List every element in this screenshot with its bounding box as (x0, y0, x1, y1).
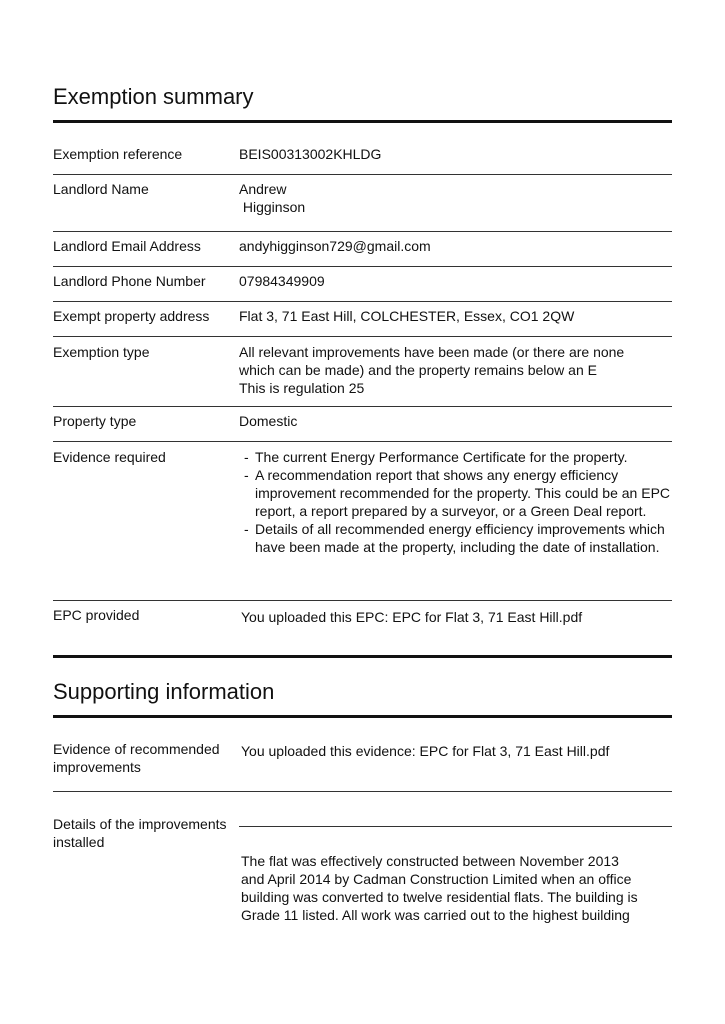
row-value (239, 343, 672, 397)
row-divider (53, 441, 672, 442)
row-value: You uploaded this evidence: EPC for Flat 3, 71 East Hill.pdf (241, 743, 610, 759)
row-label: Exempt property address (53, 308, 210, 324)
row-value: Domestic (239, 413, 298, 429)
value-rule (239, 826, 672, 827)
row-value: andyhigginson729@gmail.com (239, 238, 431, 254)
heading-rule (53, 120, 672, 123)
value-line: and April 2014 by Cadman Construction Limited when an office (241, 871, 632, 887)
value-line: All relevant improvements have been made (or there are none (239, 344, 625, 360)
section-rule (53, 655, 672, 658)
row-value: You uploaded this EPC: EPC for Flat 3, 71 East Hill.pdf (241, 609, 583, 625)
row-label: Landlord Name (53, 181, 149, 197)
evidence-list (239, 448, 672, 556)
row-divider (53, 336, 672, 337)
row-label: Evidence required (53, 449, 166, 465)
label-line: improvements (53, 759, 141, 775)
row-label: Exemption type (53, 344, 150, 360)
list-item: - Details of all recommended energy efficiency improvements which have been made at the property, including the date of installation. (239, 520, 672, 556)
row-label (53, 815, 235, 851)
row-label (53, 740, 235, 776)
row-divider (53, 791, 672, 792)
row-value: Flat 3, 71 East Hill, COLCHESTER, Essex, CO1 2QW (239, 308, 575, 324)
row-divider (53, 406, 672, 407)
value-line: which can be made) and the property remains below an E (239, 362, 597, 378)
row-divider (53, 266, 672, 267)
value-line: This is regulation 25 (239, 380, 365, 396)
label-line: Details of the improvements (53, 816, 227, 832)
value-line: building was converted to twelve residential flats. The building is (241, 889, 638, 905)
label-line: installed (53, 834, 105, 850)
supporting-information-heading: Supporting information (53, 679, 275, 704)
row-label: EPC provided (53, 607, 140, 623)
row-label: Landlord Phone Number (53, 273, 206, 289)
value-line: The flat was effectively constructed between November 2013 (241, 853, 619, 869)
label-line: Evidence of recommended (53, 741, 220, 757)
row-divider (53, 600, 672, 601)
value-line: Grade 11 listed. All work was carried out to the highest building (241, 907, 630, 923)
value-line: Andrew (239, 181, 287, 197)
row-divider (53, 301, 672, 302)
list-item: - A recommendation report that shows any energy efficiency improvement recommended for the property. This could be an EPC report, a report prepared by a surveyor, or a Green Deal report. (239, 466, 672, 520)
row-label: Exemption reference (53, 146, 183, 162)
row-label: Property type (53, 413, 137, 429)
row-value (239, 448, 672, 556)
list-item: - The current Energy Performance Certificate for the property. (239, 448, 672, 466)
exemption-summary-heading: Exemption summary (53, 84, 254, 109)
row-divider (53, 174, 672, 175)
heading-rule (53, 715, 672, 718)
value-line: Higginson (239, 199, 306, 215)
row-divider (53, 231, 672, 232)
row-value (239, 180, 672, 216)
row-value: 07984349909 (239, 273, 325, 289)
row-value: BEIS00313002KHLDG (239, 146, 382, 162)
row-value (241, 852, 674, 924)
row-label: Landlord Email Address (53, 238, 201, 254)
